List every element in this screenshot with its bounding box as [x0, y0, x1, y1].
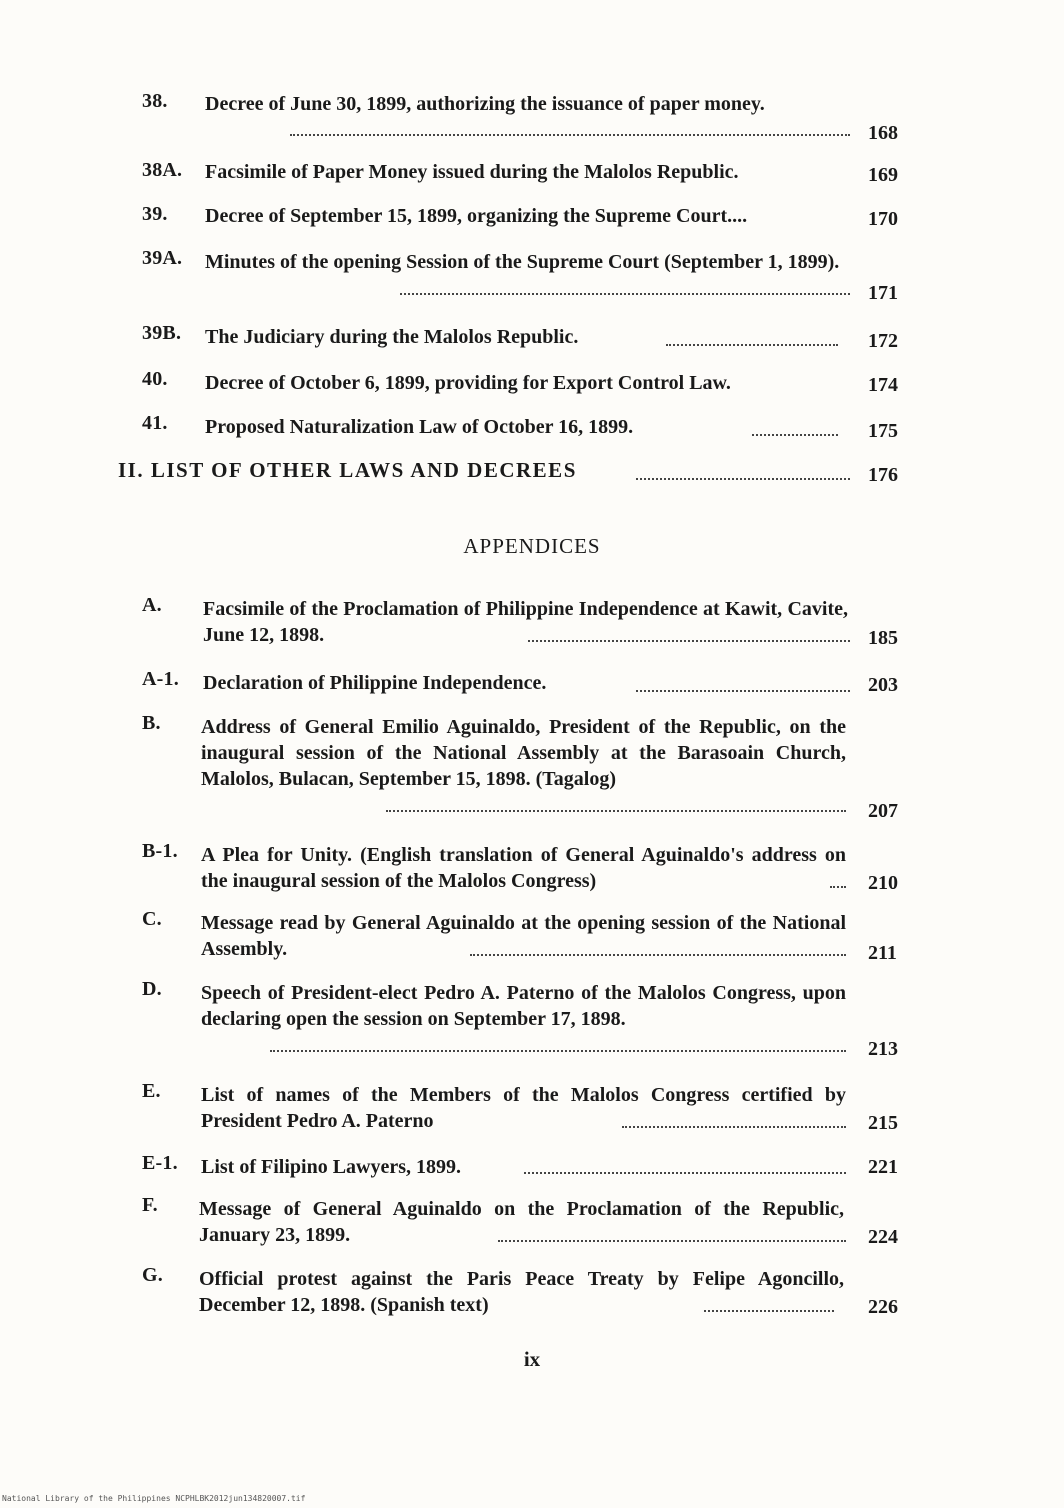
appendix-title: A Plea for Unity. (English translation of General Aguinaldo's address on the inaugural session of the Malolos Congress)	[201, 844, 846, 892]
appendix-page: 210	[868, 872, 898, 894]
appendix-page: 185	[868, 627, 898, 649]
appendix-title: Official protest against the Paris Peace Treaty by Felipe Agoncillo, December 12, 1898. (Spanish text)	[199, 1268, 844, 1316]
entry-title: Facsimile of Paper Money issued during the Malolos Republic.	[205, 161, 739, 183]
appendix-title: Message read by General Aguinaldo at the opening session of the National Assembly.	[201, 912, 846, 960]
appendix-title: Message of General Aguinaldo on the Proclamation of the Republic, January 23, 1899.	[199, 1198, 844, 1246]
appendix-page: 203	[868, 674, 898, 696]
leader-dots	[622, 1126, 846, 1128]
appendix-letter: A.	[142, 594, 162, 616]
appendices-heading: APPENDICES	[463, 534, 601, 558]
entry-page: 168	[868, 122, 898, 144]
entry-number: 41.	[142, 412, 168, 434]
appendix-page: 211	[868, 942, 897, 964]
appendix-page: 224	[868, 1226, 898, 1248]
appendix-letter: B-1.	[142, 840, 178, 862]
scan-footer: National Library of the Philippines NCPHLBK2012jun134820007.tif	[2, 1494, 306, 1503]
leader-dots	[636, 478, 850, 480]
appendix-letter: F.	[142, 1194, 158, 1216]
appendix-letter: E-1.	[142, 1152, 178, 1174]
entry-number: 39B.	[142, 322, 182, 344]
entry-page: 174	[868, 374, 898, 396]
appendix-title: Speech of President-elect Pedro A. Paterno of the Malolos Congress, upon declaring open the session on September 17, 1898.	[201, 982, 846, 1030]
appendix-title: List of names of the Members of the Malolos Congress certified by President Pedro A. Paterno	[201, 1084, 846, 1132]
entry-page: 170	[868, 208, 898, 230]
page-folio: ix	[523, 1347, 541, 1371]
leader-dots	[666, 344, 838, 346]
leader-dots	[528, 640, 850, 642]
section-title: II. LIST OF OTHER LAWS AND DECREES	[118, 458, 577, 482]
entry-title: Minutes of the opening Session of the Supreme Court (September 1, 1899).	[205, 251, 840, 273]
appendix-page: 207	[868, 800, 898, 822]
appendix-letter: D.	[142, 978, 162, 1000]
entry-title: Proposed Naturalization Law of October 16, 1899.	[205, 416, 634, 438]
entry-title: Decree of October 6, 1899, providing for Export Control Law.	[205, 372, 731, 394]
appendix-letter: A-1.	[142, 668, 179, 690]
entry-title: The Judiciary during the Malolos Republic.	[205, 326, 579, 348]
entry-page: 175	[868, 420, 898, 442]
leader-dots	[498, 1240, 846, 1242]
entry-title: Decree of June 30, 1899, authorizing the issuance of paper money.	[205, 93, 765, 115]
appendix-title: Facsimile of the Proclamation of Philippine Independence at Kawit, Cavite, June 12, 1898.	[203, 598, 848, 646]
leader-dots	[290, 134, 850, 136]
entry-page: 169	[868, 164, 898, 186]
appendix-page: 215	[868, 1112, 898, 1134]
leader-dots	[636, 690, 850, 692]
appendix-page: 221	[868, 1156, 898, 1178]
leader-dots	[704, 1310, 834, 1312]
leader-dots	[270, 1050, 846, 1052]
section-page: 176	[868, 464, 898, 486]
leader-dots	[386, 810, 846, 812]
leader-dots	[400, 293, 850, 295]
entry-page: 172	[868, 330, 898, 352]
entry-page: 171	[868, 282, 898, 304]
appendix-page: 226	[868, 1296, 898, 1318]
entry-number: 40.	[142, 368, 168, 390]
appendix-page: 213	[868, 1038, 898, 1060]
appendix-letter: E.	[142, 1080, 161, 1102]
leader-dots	[524, 1172, 846, 1174]
entry-number: 39A.	[142, 247, 183, 269]
entry-number: 39.	[142, 203, 168, 225]
appendix-letter: G.	[142, 1264, 163, 1286]
appendix-letter: C.	[142, 908, 162, 930]
leader-dots	[470, 954, 846, 956]
appendix-title: List of Filipino Lawyers, 1899.	[201, 1156, 462, 1178]
leader-dots	[752, 434, 838, 436]
appendix-title: Declaration of Philippine Independence.	[203, 672, 547, 694]
leader-dots	[830, 886, 846, 888]
appendix-letter: B.	[142, 712, 161, 734]
entry-title: Decree of September 15, 1899, organizing the Supreme Court....	[205, 205, 748, 227]
appendix-title: Address of General Emilio Aguinaldo, President of the Republic, on the inaugural session of the National Assembly at the Barasoain Church, Malolos, Bulacan, September 15, 1898. (Tagalog)	[201, 716, 846, 790]
entry-number: 38.	[142, 90, 168, 112]
entry-number: 38A.	[142, 159, 183, 181]
